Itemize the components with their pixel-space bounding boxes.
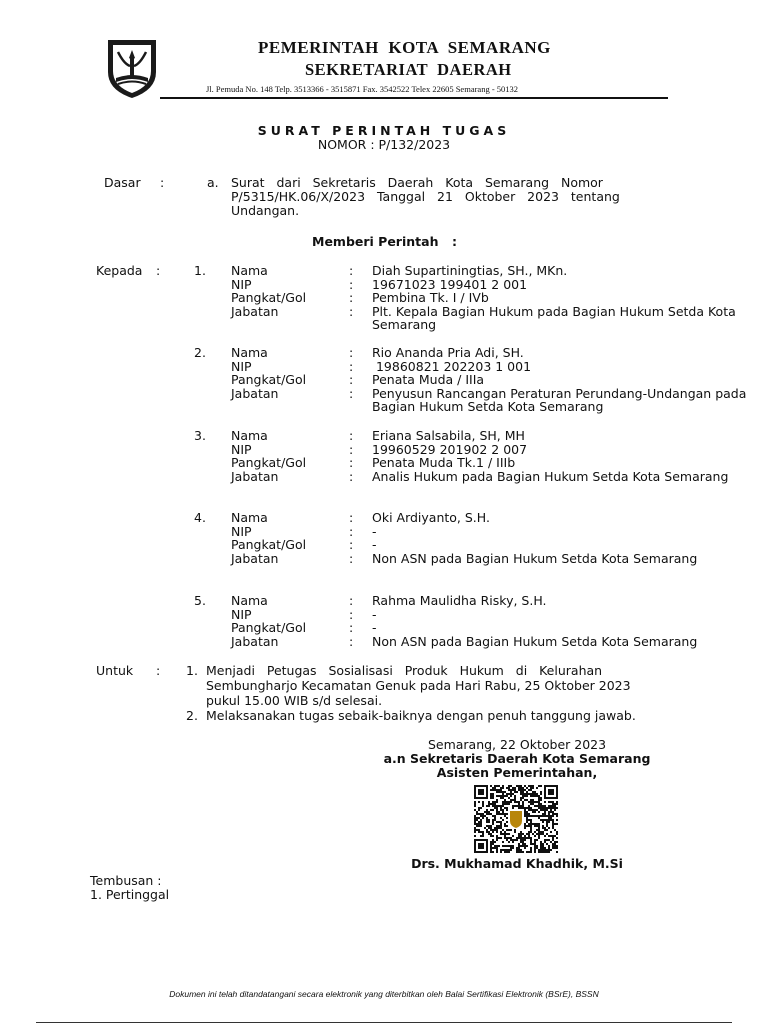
field-colon: : [349,537,354,552]
field-label-jabatan: Jabatan [231,468,279,484]
command-heading: Memberi Perintah [312,234,439,249]
letterhead [98,36,668,106]
field-colon: : [349,455,354,470]
cc-item: 1. Pertinggal [90,887,170,902]
field-label-nama: Nama [231,593,268,608]
signature-date: Semarang, 22 Oktober 2023 [427,737,607,752]
field-colon: : [349,303,354,319]
untuk-item-2: Melaksanakan tugas sebaik-baiknya dengan penuh tanggung jawab. [206,708,636,723]
person-nama: Diah Supartiningtias, SH., MKn. [372,263,568,278]
field-colon: : [349,550,354,566]
dasar-colon: : [160,175,165,190]
field-colon: : [349,593,354,608]
person-nama: Rio Ananda Pria Adi, SH. [372,345,524,360]
cc-label: Tembusan : [90,873,162,888]
field-colon: : [349,510,354,525]
person-pangkat: - [372,620,377,635]
person-jabatan: Plt. Kepala Bagian Hukum pada Bagian Hukum Setda Kota [372,303,736,319]
field-colon: : [349,345,354,360]
field-label-jabatan: Jabatan [231,385,279,401]
person-jabatan: Semarang [372,317,437,332]
person-pangkat: Pembina Tk. I / IVb [372,290,489,305]
field-colon: : [349,441,354,457]
person-number: 2. [194,345,206,360]
field-label-jabatan: Jabatan [231,550,279,566]
field-label-nama: Nama [231,263,268,278]
field-label-pangkat: Pangkat/Gol [231,290,307,305]
field-label-pangkat: Pangkat/Gol [231,455,307,470]
field-colon: : [349,606,354,622]
letterhead-rule [160,97,668,99]
dasar-line-2: P/5315/HK.06/X/2023 Tanggal 21 Oktober 2023 tentang [231,189,620,204]
field-colon: : [349,263,354,278]
dasar-marker: a. [207,175,219,190]
person-pangkat: - [372,537,377,552]
untuk-item-1-line-1: Menjadi Petugas Sosialisasi Produk Hukum di Kelurahan [206,663,603,678]
person-jabatan: Non ASN pada Bagian Hukum Setda Kota Semarang [372,550,698,566]
field-label-nip: NIP [231,606,252,622]
field-colon: : [349,372,354,387]
untuk-item-2-number: 2. [186,708,198,723]
person-pangkat: Penata Muda / IIIa [372,372,485,387]
signature-on-behalf: a.n Sekretaris Daerah Kota Semarang [383,751,651,766]
field-colon: : [349,523,354,539]
doc-title: SURAT PERINTAH TUGAS [257,123,511,138]
person-number: 4. [194,510,206,525]
field-label-nip: NIP [231,523,252,539]
field-label-pangkat: Pangkat/Gol [231,620,307,635]
person-jabatan: Analis Hukum pada Bagian Hukum Setda Kota Semarang [372,468,729,484]
letterhead-government: PEMERINTAH KOTA SEMARANG [258,38,551,57]
untuk-colon: : [156,663,161,678]
dasar-line-3: Undangan. [231,203,300,218]
field-label-nip: NIP [231,358,252,374]
field-label-nama: Nama [231,428,268,443]
qr-code-icon [474,785,558,853]
field-colon: : [349,620,354,635]
doc-number: NOMOR : P/132/2023 [317,137,451,152]
field-label-nama: Nama [231,345,268,360]
field-label-nip: NIP [231,441,252,457]
person-nama: Oki Ardiyanto, S.H. [372,510,490,525]
letterhead-address: Jl. Pemuda No. 148 Telp. 3513366 - 3515871 Fax. 3542522 Telex 22605 Semarang - 50132 [206,84,519,94]
person-nip: 19960529 201902 2 007 [372,441,528,457]
person-jabatan: Non ASN pada Bagian Hukum Setda Kota Semarang [372,633,698,649]
letterhead-office: SEKRETARIAT DAERAH [305,60,512,79]
footer-rule [36,1022,732,1023]
field-label-jabatan: Jabatan [231,633,279,649]
field-colon: : [349,428,354,443]
person-number: 5. [194,593,206,608]
dasar-line-1: Surat dari Sekretaris Daerah Kota Semarang Nomor [231,175,603,190]
semarang-city-emblem-icon [104,38,160,100]
field-colon: : [349,290,354,305]
untuk-item-1-line-2: Sembungharjo Kecamatan Genuk pada Hari Rabu, 25 Oktober 2023 [206,678,631,693]
person-nip: - [372,523,377,539]
person-nip: 19671023 199401 2 001 [372,276,528,292]
kepada-label: Kepada [96,263,143,278]
field-colon: : [349,633,354,649]
command-colon: : [452,234,457,249]
person-number: 1. [194,263,206,278]
seal-icon [510,811,522,828]
dasar-label: Dasar [104,175,141,190]
field-label-nama: Nama [231,510,268,525]
kepada-colon: : [156,263,161,278]
field-label-pangkat: Pangkat/Gol [231,537,307,552]
untuk-item-1-line-3: pukul 15.00 WIB s/d selesai. [206,693,383,708]
field-colon: : [349,385,354,401]
untuk-label: Untuk [96,663,134,678]
field-colon: : [349,468,354,484]
person-number: 3. [194,428,206,443]
person-jabatan: Penyusun Rancangan Peraturan Perundang-Undangan pada [372,385,747,401]
person-nip: - [372,606,377,622]
field-label-pangkat: Pangkat/Gol [231,372,307,387]
untuk-item-1-number: 1. [186,663,198,678]
field-label-nip: NIP [231,276,252,292]
field-label-jabatan: Jabatan [231,303,279,319]
field-colon: : [349,276,354,292]
e-signature-note: Dokumen ini telah ditandatangani secara elektronik yang diterbitkan oleh Balai Sertifikasi Elektronik (BSrE), BSSN [169,989,599,999]
person-nip: 19860821 202203 1 001 [372,358,532,374]
person-nama: Rahma Maulidha Risky, S.H. [372,593,547,608]
person-jabatan: Bagian Hukum Setda Kota Semarang [372,399,604,414]
field-colon: : [349,358,354,374]
person-pangkat: Penata Muda Tk.1 / IIIb [372,455,516,470]
person-nama: Eriana Salsabila, SH, MH [372,428,525,443]
signature-position: Asisten Pemerintahan, [436,765,598,780]
signatory-name: Drs. Mukhamad Khadhik, M.Si [411,856,623,871]
